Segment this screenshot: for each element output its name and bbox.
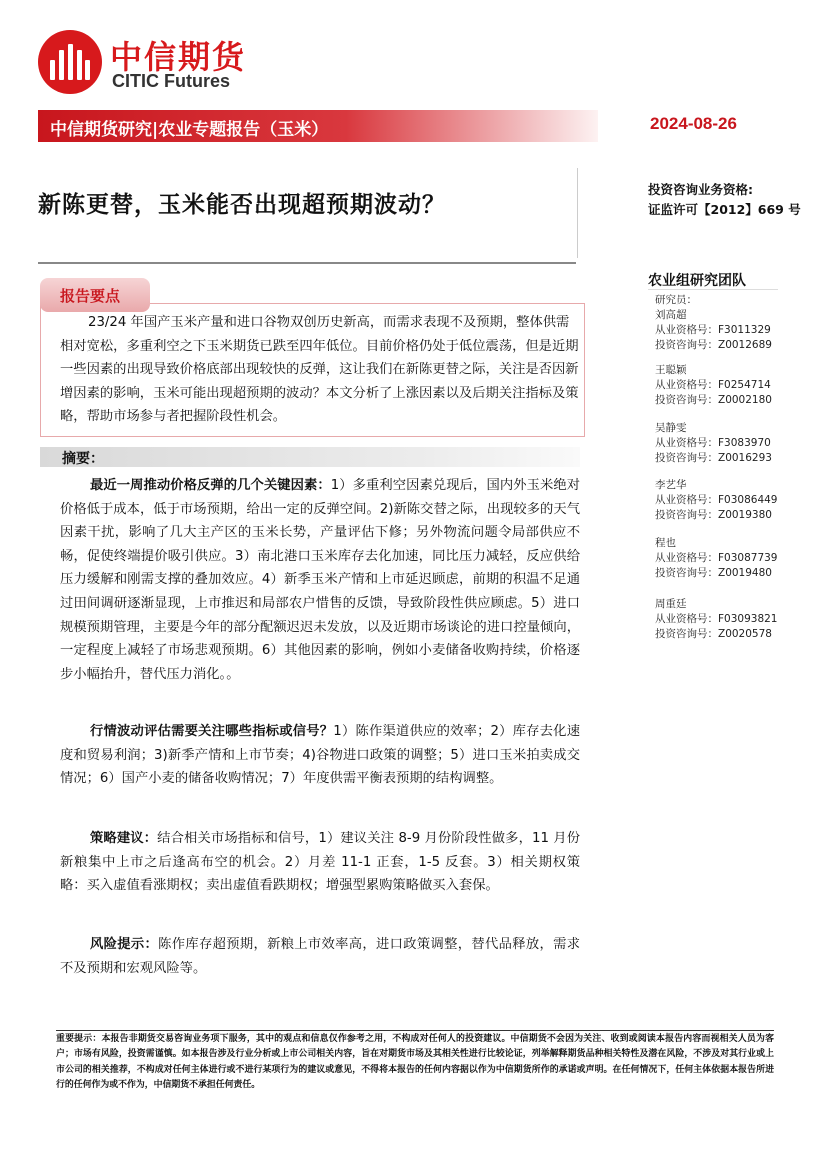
footer-divider [56,1030,774,1031]
analyst-block-3 [655,421,815,466]
paragraph-heading: 行情波动评估需要关注哪些指标或信号？ [90,724,334,739]
analyst-advisory: 投资咨询号：Z0019380 [655,509,772,521]
analyst-name: 王聪颖 [655,364,687,376]
analyst-name: 吴静雯 [655,422,687,434]
analyst-cert: 从业资格号：F3083970 [655,437,771,449]
summary-paragraph-1 [60,474,580,686]
license-line-2: 证监许可【2012】669 号 [648,202,801,217]
analyst-cert: 从业资格号：F03087739 [655,552,778,564]
team-title: 农业组研究团队 [648,273,746,289]
logo-english-name: CITIC Futures [112,71,231,91]
title-box [38,168,578,258]
summary-header-bar [40,447,580,467]
report-title: 新陈更替，玉米能否出现超预期波动？ [38,192,446,218]
paragraph-body: 1）多重利空因素兑现后，国内外玉米绝对价格低于成本，低于市场预期，给出一定的反弹空间。2)新陈交替之际，出现较多的天气因素干扰，影响了几大主产区的玉米长势，产量评估下修；另外物流问题令局部供应不畅，促使终端提价吸引供应。3）南北港口玉米库存去化加速，同比压力减轻，反应供给压力缓解和刚需支撑的叠加效应。4）新季玉米产情和上市延迟顾虑，前期的积温不足通过田间调研逐渐显现，上市推迟和局部农户惜售的反馈，导致阶段性供应顾虑。5）进口规模预期管理，主要是今年的部分配额迟迟未发放，以及近期市场谈论的进口控量倾向，一定程度上减轻了市场悲观预期。6）其他因素的影响，例如小麦储备收购持续，价格逐步小幅抬升，替代压力消化。。 [60,478,580,682]
analyst-block-5 [655,536,815,581]
analyst-block-6 [655,597,815,642]
analyst-cert: 从业资格号：F0254714 [655,379,771,391]
analyst-cert: 从业资格号：F03093821 [655,613,778,625]
analyst-advisory: 投资咨询号：Z0020578 [655,628,772,640]
summary-paragraph-2 [60,720,580,791]
analyst-advisory: 投资咨询号：Z0016293 [655,452,772,464]
analyst-advisory: 投资咨询号：Z0002180 [655,394,772,406]
title-divider [38,262,576,264]
analyst-name: 周重廷 [655,598,687,610]
analyst-advisory: 投资咨询号：Z0019480 [655,567,772,579]
paragraph-heading: 风险提示： [90,937,159,952]
key-points-text: 23/24 年国产玉米产量和进口谷物双创历史新高，而需求表现不及预期，整体供需相对宽松，多重利空之下玉米期货已跌至四年低位。目前价格仍处于低位震荡，但是近期一些因素的出现导致价格底部出现较快的反弹，这让我们在新陈更替之际，关注是否因新增因素的影响，玉米可能出现超预期的波动？本文分析了上涨因素以及后期关注指标及策略，帮助市场参与者把握阶段性机会。 [60,315,579,424]
key-points-tab [40,278,150,312]
summary-label: 摘要： [62,451,104,467]
analyst-name: 李艺华 [655,479,687,491]
key-points-label: 报告要点 [60,287,121,305]
paragraph-heading: 最近一周推动价格反弹的几个关键因素： [90,478,331,493]
analyst-block-1 [655,293,815,353]
analysts-label: 研究员： [655,294,697,306]
report-date: 2024-08-26 [650,114,737,133]
citic-futures-logo [38,30,258,96]
citic-logo-icon [38,30,102,94]
license-info [648,180,818,220]
analyst-advisory: 投资咨询号：Z0012689 [655,339,772,351]
paragraph-body: 结合相关市场指标和信号，1）建议关注 8-9 月份阶段性做多，11 月份新粮集中上市之后逢高布空的机会。2）月差 11-1 正套，1-5 反套。3）相关期权策略：买入虚值看涨期权；卖出虚值看跌期权；增强型累购策略做买入套保。 [60,831,581,894]
analyst-name: 刘高超 [655,309,687,321]
license-line-1: 投资咨询业务资格: [648,182,753,197]
logo-chinese-name: 中信期货 [110,38,247,76]
analyst-name: 程也 [655,537,676,549]
paragraph-body: 1）陈作渠道供应的效率；2）库存去化速度和贸易利润；3)新季产情和上市节奏；4)谷物进口政策的调整；5）进口玉米拍卖成交情况；6）国产小麦的储备收购情况；7）年度供需平衡表预期的结构调整。 [60,724,580,787]
paragraph-heading: 策略建议： [90,831,158,846]
analyst-block-4 [655,478,815,523]
key-points-top-rule [150,303,585,304]
summary-paragraph-3 [60,827,580,898]
paragraph-body: 陈作库存超预期，新粮上市效率高，进口政策调整，替代品释放，需求不及预期和宏观风险等。 [60,937,581,976]
disclaimer: 重要提示：本报告非期货交易咨询业务项下服务，其中的观点和信息仅作参考之用，不构成对任何人的投资建议。中信期货不会因为关注、收到或阅读本报告内容而视相关人员为客户；市场有风险，投资需谨慎。如本报告涉及行业分析或上市公司相关内容，旨在对期货市场及其相关性进行比较论证，列举解释期货品种相关特性及潜在风险，不涉及对其行业或上市公司的相关推荐，不构成对任何主体进行或不进行某项行为的建议或意见，不得将本报告的任何内容据以作为中信期货所作的承诺或声明。在任何情况下，任何主体依据本报告所进行的任何作为或不作为，中信期货不承担任何责任。 [56,1034,774,1090]
report-category: 中信期货研究|农业专题报告（玉米） [50,120,329,140]
report-category-banner [38,110,598,142]
summary-paragraph-4 [60,933,580,980]
analyst-block-2 [655,363,815,408]
team-divider [648,289,778,290]
analyst-cert: 从业资格号：F3011329 [655,324,771,336]
analyst-cert: 从业资格号：F03086449 [655,494,778,506]
